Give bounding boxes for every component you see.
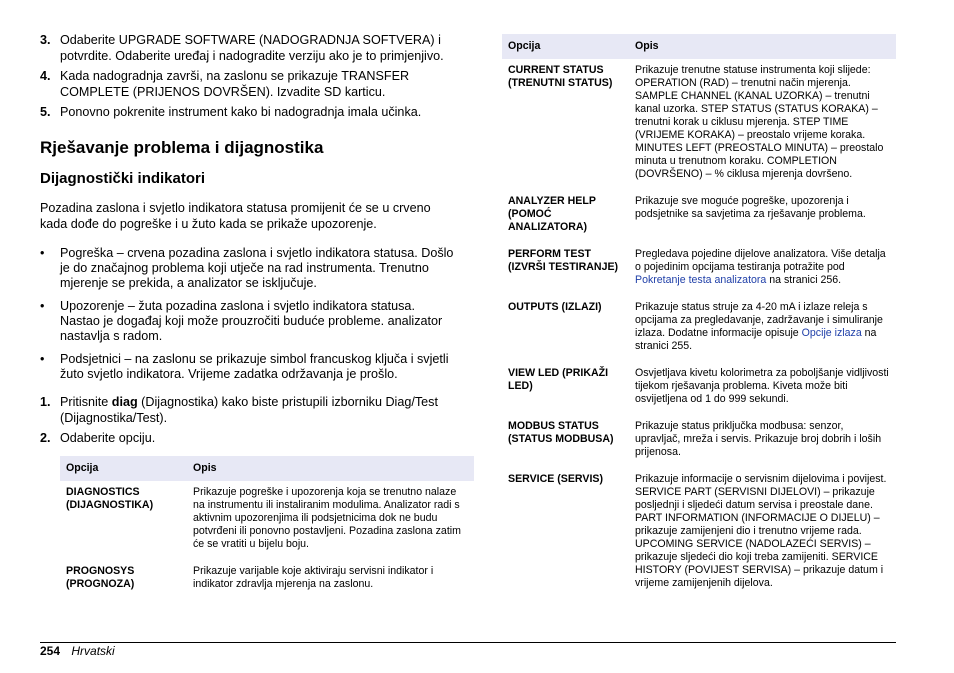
step-number: 2.	[40, 431, 51, 445]
step-1	[40, 394, 458, 426]
description-cell: Prikazuje trenutne statuse instrumenta koji slijede: OPERATION (RAD) – trenutni način mjerenja. SAMPLE CHANNEL (KANAL UZORKA) – trenutni kanal uzorka. STEP STATUS (STATUS KORAKA) – trenutni korak u ciklusu mjerenja. STEP TIME (VRIJEME KORAKA) – preostalo vrijeme koraka. MINUTES LEFT (PREOSTALO MINUTA) – preostalo minuta u trenutnom koraku. COMPLETION (DOVRŠENO) – % ciklusa mjerenja dovršeno.	[635, 64, 884, 180]
description-cell: Prikazuje varijable koje aktiviraju servisni indikator i indikator zdravlja mjerenja na zaslonu.	[193, 565, 434, 590]
table-row	[502, 243, 896, 296]
list-item-text: Upozorenje – žuta pozadina zaslona i svjetlo indikatora statusa. Nastao je događaj koji može prouzročiti buduće probleme. analizator nastavlja s radom.	[60, 299, 443, 343]
diag-key: diag	[111, 395, 138, 409]
step-number: 3.	[40, 33, 51, 47]
section-title: Rješavanje problema i dijagnostika	[40, 138, 324, 157]
step-number: 5.	[40, 105, 51, 119]
list-item	[40, 299, 458, 344]
table-row	[60, 481, 474, 560]
step-3	[40, 32, 458, 64]
description-cell	[629, 296, 896, 362]
bullet-icon: •	[40, 299, 45, 313]
table-row	[502, 296, 896, 362]
step-number: 1.	[40, 395, 51, 409]
analyzer-test-link[interactable]: Pokretanje testa analizatora	[635, 274, 767, 286]
option-cell: DIAGNOSTICS (DIJAGNOSTIKA)	[66, 486, 154, 511]
description-cell: Osvjetljava kivetu kolorimetra za poboljšanje vidljivosti tijekom rješavanja problema. Kiveta može biti osvijetljena od 1 do 999 sekundi.	[635, 367, 889, 405]
header-option: Opcija	[60, 456, 187, 481]
step-text: Ponovno pokrenite instrument kako bi nadogradnja imala učinka.	[60, 105, 422, 119]
step-text-pre: Pritisnite	[60, 395, 112, 409]
table-row	[502, 468, 896, 599]
description-cell	[629, 243, 896, 296]
step-number: 4.	[40, 69, 51, 83]
step-text: Kada nadogradnja završi, na zaslonu se prikazuje TRANSFER COMPLETE (PRIJENOS DOVRŠEN). Izvadite SD karticu.	[60, 69, 410, 99]
step-text	[60, 394, 458, 426]
footer-language: Hrvatski	[71, 644, 115, 658]
description-cell: Prikazuje informacije o servisnim dijelovima i povijest. SERVICE PART (SERVISNI DIJELOVI) – prikazuje posljednji i sljedeći datum servisa i preostale dane. PART INFORMATION (INFORMACIJE O DIJELU) – prikazuje zamijenjeni dio i trenutno vrijeme rada. UPCOMING SERVICE (NADOLAZEĆI SERVIS) – prikazuje sljedeći dio koji treba zamijeniti. SERVICE HISTORY (POVIJEST SERVISA) – prikazuje datum i vrijeme zamijenjenih dijelova.	[635, 473, 887, 589]
header-description: Opis	[187, 456, 474, 481]
intro-paragraph: Pozadina zaslona i svjetlo indikatora statusa promijenit će se u crveno kada dođe do pogreške i u žuto kada se prikaže upozorenje.	[40, 201, 431, 231]
diagnostics-options-table	[60, 456, 474, 600]
description-cell: Prikazuje sve moguće pogreške, upozorenja i podsjetnike sa savjetima za rješavanje problema.	[635, 195, 866, 220]
table-header-row	[60, 456, 474, 481]
list-item	[40, 246, 458, 291]
option-cell: CURRENT STATUS (TRENUTNI STATUS)	[508, 64, 613, 89]
diag-steps	[40, 394, 458, 446]
header-option: Opcija	[502, 34, 629, 59]
description-text: na stranici 255.	[635, 327, 877, 352]
description-text: Prikazuje status struje za 4-20 mA i izlaze releja s opcijama za pregledavanje, zadržavanje i simuliranje izlaza. Dodatne informacije opisuje	[635, 301, 883, 339]
option-cell: PERFORM TEST (IZVRŠI TESTIRANJE)	[508, 248, 619, 273]
table-row	[502, 190, 896, 243]
status-options-table	[502, 34, 896, 599]
description-cell: Prikazuje status priključka modbusa: senzor, upravljač, mreža i servis. Prikazuje broj dobrih i loših prijenosa.	[635, 420, 882, 458]
description-cell: Prikazuje pogreške i upozorenja koja se trenutno nalaze na instrumentu ili instaliranim modulima. Analizator radi s aktivnim upozorenjima ili podsjetnicima dok ne budu potvrđeni ili ponovno postavljeni. Pozadina zaslona zatim će se vratiti u bijelu boju.	[193, 486, 461, 550]
option-cell: OUTPUTS (IZLAZI)	[508, 301, 602, 313]
list-item	[40, 352, 458, 382]
table-row	[502, 415, 896, 468]
subsection-title: Dijagnostički indikatori	[40, 170, 206, 187]
step-text-post: (Dijagnostika) kako biste pristupili izborniku Diag/Test (Dijagnostika/Test).	[60, 395, 438, 425]
indicator-list	[40, 246, 458, 382]
step-text: Odaberite opciju.	[60, 431, 156, 445]
option-cell: ANALYZER HELP (POMOĆ ANALIZATORA)	[508, 195, 596, 233]
footer-divider	[40, 642, 896, 643]
output-options-link[interactable]: Opcije izlaza	[801, 327, 862, 339]
description-text: na stranici 256.	[766, 274, 842, 286]
table-header-row	[502, 34, 896, 59]
list-item-text: Pogreška – crvena pozadina zaslona i svjetlo indikatora statusa. Došlo je do značajnog problema koji utječe na rad instrumenta. Trenutno mjerenje se prekida, a analizator se isključuje.	[60, 246, 454, 290]
table-row	[502, 59, 896, 190]
step-4	[40, 68, 458, 100]
option-cell: SERVICE (SERVIS)	[508, 473, 603, 485]
right-column	[502, 34, 896, 599]
step-text: Odaberite UPGRADE SOFTWARE (NADOGRADNJA SOFTVERA) i potvrdite. Odaberite uređaj i nadogradite verziju ako je to primjenjivo.	[60, 33, 444, 63]
option-cell: VIEW LED (PRIKAŽI LED)	[508, 367, 609, 392]
page-number: 254	[40, 644, 61, 658]
left-column	[40, 32, 461, 600]
step-5	[40, 104, 458, 120]
page-footer	[40, 644, 115, 658]
option-cell: MODBUS STATUS (STATUS MODBUSA)	[508, 420, 614, 445]
header-description: Opis	[629, 34, 896, 59]
list-item-text: Podsjetnici – na zaslonu se prikazuje simbol francuskog ključa i svjetli žuto svjetlo indikatora. Vrijeme zadatka održavanja je prošlo.	[60, 352, 449, 381]
bullet-icon: •	[40, 246, 45, 260]
table-row	[502, 362, 896, 415]
option-cell: PROGNOSYS (PROGNOZA)	[66, 565, 135, 590]
bullet-icon: •	[40, 352, 45, 366]
description-text: Pregledava pojedine dijelove analizatora. Više detalja o pojedinim opcijama testiranja potražite pod	[635, 248, 886, 273]
table-row	[60, 560, 474, 600]
step-2	[40, 430, 458, 446]
